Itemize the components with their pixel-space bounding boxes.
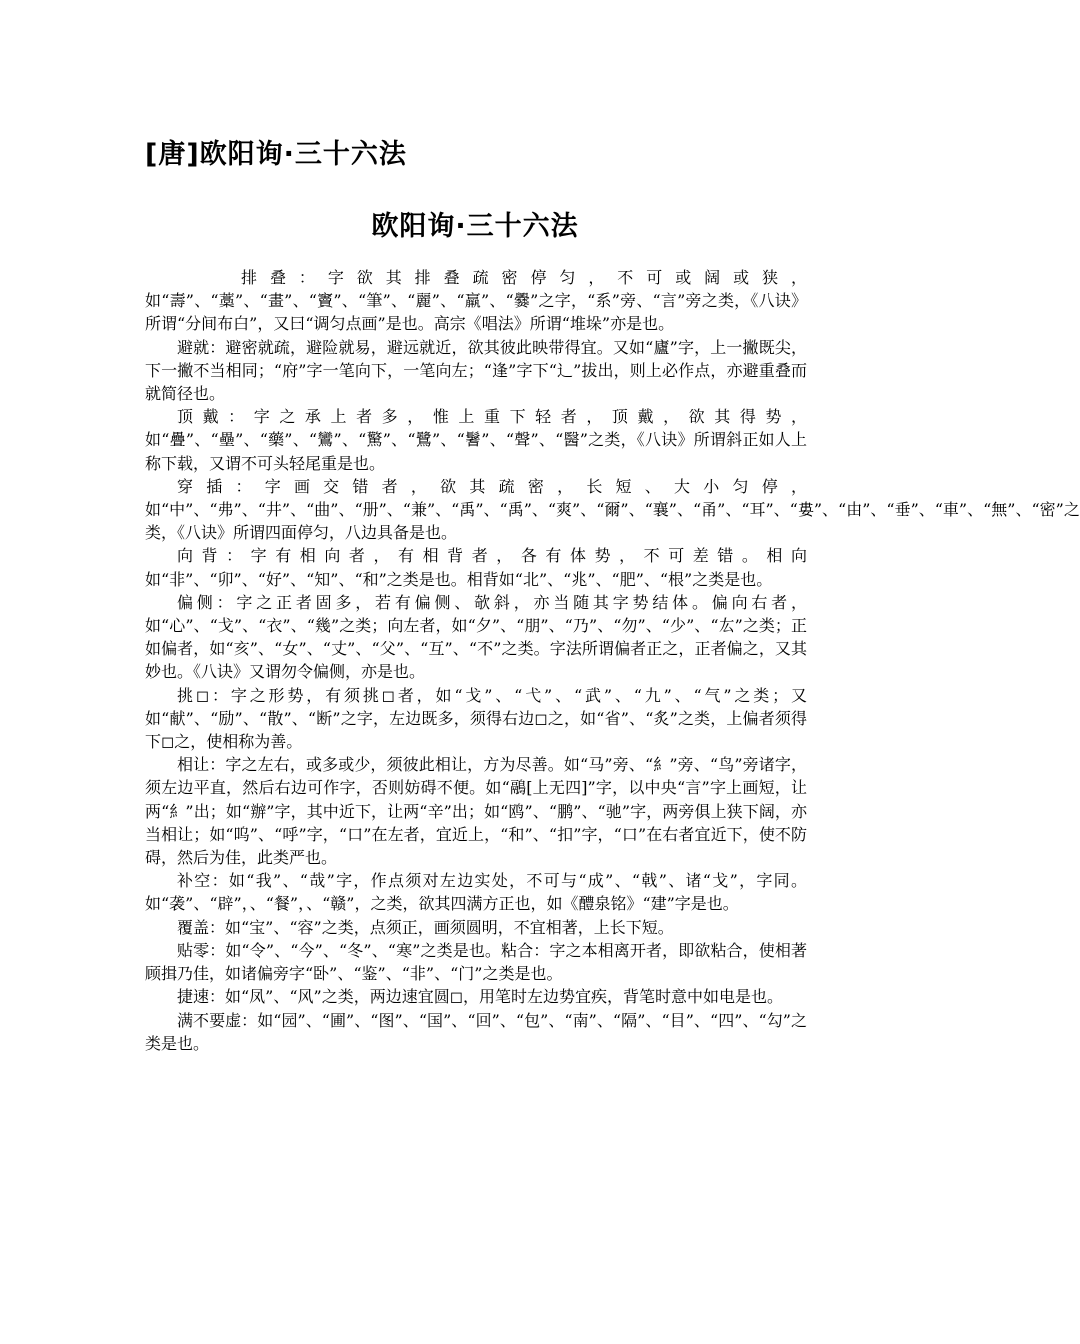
paragraph-bijiu: 避就：避密就疏，避险就易，避远就近，欲其彼此映带得宜。又如“廬”字，上一撇既尖，下一撇不当相同；“府”字一笔向下，一笔向左；“逢”字下“辶”拔出，则上必作点，亦避重叠而就简径也。 [145, 337, 807, 404]
paragraph-tieling: 贴零：如“令”、“今”、“冬”、“寒”之类是也。粘合：字之本相离开者，即欲粘合，使相著顾揖乃佳，如诸偏旁字“卧”、“鉴”、“非”、“门”之类是也。 [145, 940, 807, 984]
paragraph-jiesu: 捷速：如“凤”、“风”之类，两边速宜圆◻，用笔时左边势宜疾，背笔时意中如电是也。 [177, 987, 784, 1007]
paragraph-piance: 偏侧：字之正者固多，若有偏侧、欹斜，亦当随其字势结体。偏向右者，如“心”、“戈”、“衣”、“幾”之类；向左者，如“夕”、“朋”、“乃”、“勿”、“少”、“厷”之类；正如偏者，如“亥”、“女”、“丈”、“父”、“互”、“不”之类。字法所谓偏者正之，正者偏之，又其妙也。《八诀》又谓勿令偏侧，亦是也。 [145, 592, 807, 682]
paragraph-dingdai: 顶戴：字之承上者多，惟上重下轻者，顶戴，欲其得势，如“疊”、“壘”、“藥”、“鸞”、“驚”、“鷺”、“鬐”、“聲”、“醫”之类，《八诀》所谓斜正如人上称下载，又谓不可头轻尾重是也。 [145, 407, 807, 473]
body-text [145, 266, 1080, 1055]
header-title: [唐]欧阳询·三十六法 [145, 139, 407, 170]
paragraph-manbuyaoxu: 满不要虚：如“园”、“圃”、“图”、“国”、“回”、“包”、“南”、“隔”、“目”、“四”、“勾”之类是也。 [145, 1010, 807, 1053]
paragraph-bukong: 补空：如“我”、“哉”字，作点须对左边实处，不可与“成”、“戟”、诸“戈”，字同。如“袭”、“辟”，、“餐”，、“赣”，之类，欲其四满方正也，如《醴泉铭》“建”字是也。 [145, 871, 807, 914]
paragraph-fugai: 覆盖：如“宝”、“容”之类，点须正，画须圆明，不宜相著，上长下短。 [177, 917, 674, 937]
paragraph-xiangbei: 向背：字有相向者，有相背者，各有体势，不可差错。相向如“非”、“卯”、“好”、“知”、“和”之类是也。相背如“北”、“兆”、“肥”、“根”之类是也。 [145, 546, 807, 589]
paragraph-paidie: 排叠：字欲其排叠疏密停匀，不可或阔或狭，如“壽”、“藁”、“畫”、“竇”、“筆”、“麗”、“羸”、“爨”之字，“系”旁、“言”旁之类，《八诀》所谓“分间布白”，又曰“调匀点画”是也。高宗《唱法》所谓“堆垛”亦是也。 [145, 268, 807, 334]
paragraph-tiao: 挑◻：字之形势，有须挑◻者，如“戈”、“弋”、“武”、“九”、“气”之类；又如“献”、“励”、“散”、“断”之字，左边既多，须得右边◻之，如“省”、“炙”之类，上偏者须得下◻之，使相称为善。 [145, 685, 807, 752]
paragraph-xiangrang: 相让：字之左右，或多或少，须彼此相让，方为尽善。如“马”旁、“糹”旁、“鸟”旁诸字，须左边平直，然后右边可作字，否则妨碍不便。如“鷊[上无四]”字，以中央“言”字上画短，让两“糹”出；如“辦”字，其中近下，让两“辛”出；如“鸥”、“鹏”、“驰”字，两旁俱上狭下阔，亦当相让；如“呜”、“呼”字，“口”在左者，宜近上，“和”、“扣”字，“口”在右者宜近下，使不防碍，然后为佳，此类严也。 [145, 755, 807, 868]
paragraph-chuancha: 穿插：字画交错者，欲其疏密，长短、大小匀停，如“中”、“弗”、“井”、“曲”、“册”、“兼”、“禹”、“禹”、“爽”、“爾”、“襄”、“甬”、“耳”、“婁”、“由”、“垂”、“車”、“無”、“密”之类，《八诀》所谓四面停匀，八边具备是也。 [145, 476, 1080, 543]
main-title: 欧阳询·三十六法 [371, 211, 579, 242]
